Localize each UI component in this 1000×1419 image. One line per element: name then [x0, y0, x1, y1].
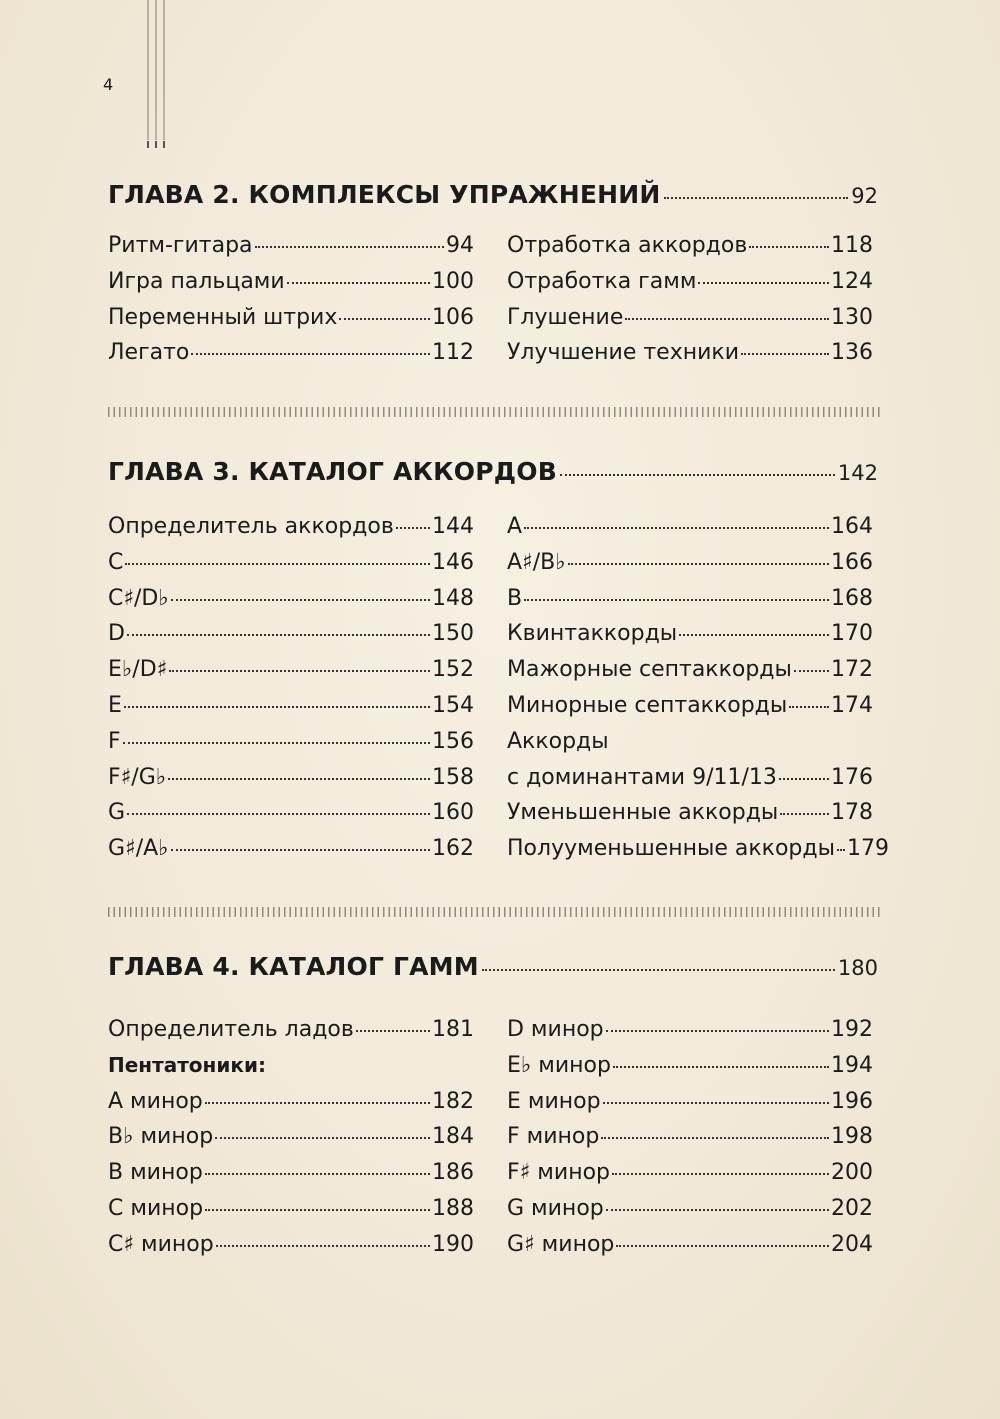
dot-leader: [127, 813, 430, 815]
toc-entry-label: Определитель аккордов: [108, 514, 394, 539]
toc-entry[interactable]: [507, 1160, 873, 1196]
toc-entry-label: F минор: [507, 1124, 600, 1150]
dot-leader: [339, 318, 430, 320]
toc-entry-page: 186: [432, 1160, 474, 1186]
toc-entry-label: B минор: [108, 1160, 203, 1186]
toc-entry[interactable]: [108, 550, 474, 586]
toc-entry-page: 194: [831, 1052, 873, 1078]
toc-entry-page: 178: [831, 800, 873, 826]
toc-entry[interactable]: [507, 1232, 873, 1268]
toc-column-left: [108, 1017, 474, 1268]
toc-entry-label: Переменный штрих: [108, 304, 338, 330]
toc-entry[interactable]: [507, 800, 873, 836]
toc-entry-label: C♯/D♭: [108, 585, 169, 611]
dot-leader: [205, 1209, 430, 1211]
toc-entry-label: D: [108, 621, 125, 647]
toc-entry-label: C: [108, 549, 124, 575]
dot-leader: [124, 706, 430, 708]
dot-leader: [171, 849, 430, 851]
dot-leader: [191, 353, 430, 355]
dot-leader: [741, 353, 829, 355]
toc-column-left: [108, 233, 474, 376]
toc-entry-page: 124: [831, 268, 873, 294]
toc-entry-label: Пентатоники:: [108, 1052, 266, 1077]
toc-entry-page: 160: [432, 800, 474, 826]
toc-entry-label: Ритм-гитара: [108, 233, 253, 258]
toc-entry-label: A минор: [108, 1088, 203, 1114]
toc-entry[interactable]: [108, 800, 474, 836]
toc-entry-label: Улучшение техники: [507, 340, 739, 366]
dot-leader: [568, 563, 829, 565]
toc-entry[interactable]: [507, 1017, 873, 1053]
toc-entry-page: 100: [432, 268, 474, 294]
dot-leader: [287, 282, 430, 284]
toc-entry-page: 179: [846, 836, 889, 862]
toc-entry-label: Аккорды: [507, 728, 609, 754]
toc-entry-page: 204: [831, 1231, 873, 1257]
toc-entry[interactable]: [507, 657, 873, 693]
toc-entry-page: 202: [831, 1195, 873, 1221]
toc-entry[interactable]: [507, 233, 873, 269]
toc-entry-label: G минор: [507, 1195, 604, 1221]
dot-leader: [780, 813, 829, 815]
toc-entry[interactable]: [108, 765, 474, 801]
toc-entry[interactable]: [108, 514, 474, 550]
toc-entry-label: F: [108, 728, 121, 754]
toc-entry[interactable]: [108, 305, 474, 341]
guitar-strings-decoration: [145, 0, 169, 150]
dot-leader: [664, 197, 849, 199]
toc-entry-page: 166: [831, 549, 873, 575]
toc-entry-page: 190: [432, 1231, 474, 1257]
dot-leader: [255, 246, 444, 248]
toc-entry[interactable]: [507, 514, 873, 550]
toc-entry-page: 181: [432, 1017, 474, 1042]
toc-entry[interactable]: [108, 1160, 474, 1196]
dot-leader: [482, 969, 835, 971]
dot-leader: [613, 1066, 829, 1068]
toc-entry-label: E♭ минор: [507, 1052, 611, 1078]
toc-entry-page: 112: [432, 340, 474, 366]
toc-entry-page: 192: [831, 1017, 873, 1042]
toc-entry-page: 172: [831, 657, 873, 683]
toc-entry[interactable]: [507, 621, 873, 657]
toc-entry[interactable]: [108, 1124, 474, 1160]
toc-entry-label: с доминантами 9/11/13: [507, 764, 777, 790]
toc-entry[interactable]: [507, 1124, 873, 1160]
toc-entry[interactable]: [507, 550, 873, 586]
toc-entry-label: G♯/A♭: [108, 836, 169, 862]
toc-entry[interactable]: [507, 586, 873, 622]
toc-entry-label: Глушение: [507, 304, 624, 330]
dot-leader: [837, 849, 845, 851]
toc-entry-label: A♯/B♭: [507, 549, 566, 575]
chapter-heading[interactable]: [108, 952, 878, 981]
toc-entry-page: 188: [432, 1195, 474, 1221]
dot-leader: [205, 1173, 430, 1175]
toc-entry-label: E минор: [507, 1088, 601, 1114]
toc-entry-page: 150: [432, 621, 474, 647]
toc-entry[interactable]: [108, 1196, 474, 1232]
toc-entry-page: 182: [432, 1088, 474, 1114]
chapter-heading[interactable]: [108, 457, 878, 486]
dot-leader: [603, 1102, 829, 1104]
dot-leader: [679, 634, 829, 636]
dot-leader: [789, 706, 829, 708]
toc-entry-page: 136: [831, 340, 873, 366]
toc-entry-label: B♭ минор: [108, 1124, 214, 1150]
toc-entry-label: B: [507, 585, 523, 611]
toc-entry[interactable]: [108, 621, 474, 657]
toc-entry-label: E♭/D♯: [108, 657, 168, 683]
toc-entry-page: 118: [831, 233, 873, 258]
dot-leader: [215, 1137, 430, 1139]
dot-leader: [794, 670, 829, 672]
toc-entry-label: A: [507, 514, 523, 539]
toc-entry[interactable]: [108, 729, 474, 765]
toc-entry[interactable]: [108, 340, 474, 376]
dot-leader: [205, 1102, 430, 1104]
toc-entry[interactable]: [507, 765, 873, 801]
dot-leader: [601, 1137, 829, 1139]
toc-column-right: [507, 1017, 873, 1268]
toc-entry[interactable]: [507, 1196, 873, 1232]
toc-entry-label: Полууменьшенные аккорды: [507, 836, 835, 862]
toc-entry[interactable]: [507, 305, 873, 341]
toc-entry-page: 174: [831, 692, 873, 718]
toc-entry[interactable]: [108, 269, 474, 305]
toc-entry-page: 200: [831, 1160, 873, 1186]
toc-entry: [507, 729, 873, 765]
dot-leader: [168, 778, 430, 780]
toc-entry-label: G♯ минор: [507, 1231, 615, 1257]
toc-entry-page: 152: [432, 657, 474, 683]
toc-entry-label: C минор: [108, 1195, 204, 1221]
toc-entry-label: D минор: [507, 1017, 604, 1042]
toc-entry-page: 184: [432, 1124, 474, 1150]
toc-entry[interactable]: [507, 693, 873, 729]
dot-leader: [524, 527, 829, 529]
toc-entry[interactable]: [108, 1089, 474, 1125]
toc-column-right: [507, 514, 889, 872]
dot-leader: [125, 563, 430, 565]
toc-entry-page: 154: [432, 692, 474, 718]
toc-entry-page: 164: [831, 514, 873, 539]
toc-entry-label: Отработка аккордов: [507, 233, 748, 258]
toc-entry[interactable]: [108, 1232, 474, 1268]
toc-entry-page: 156: [432, 728, 474, 754]
chapter-title: ГЛАВА 2. КОМПЛЕКСЫ УПРАЖНЕНИЙ: [108, 180, 661, 209]
dot-leader: [612, 1173, 829, 1175]
dot-leader: [356, 1030, 430, 1032]
dot-leader: [698, 282, 829, 284]
toc-entry-page: 168: [831, 585, 873, 611]
toc-entry[interactable]: [108, 657, 474, 693]
toc-entry-label: E: [108, 692, 122, 718]
chapter-title: ГЛАВА 3. КАТАЛОГ АККОРДОВ: [108, 457, 557, 486]
chapter-heading[interactable]: [108, 180, 878, 209]
toc-entry[interactable]: [108, 1017, 474, 1053]
page-number: 4: [103, 75, 114, 94]
toc-subheading: [108, 1053, 474, 1089]
toc-entry[interactable]: [108, 233, 474, 269]
dot-leader: [560, 474, 835, 476]
dot-leader: [169, 670, 430, 672]
dot-leader: [123, 742, 430, 744]
toc-entry-label: Уменьшенные аккорды: [507, 800, 779, 826]
toc-entry[interactable]: [108, 693, 474, 729]
dot-leader: [127, 634, 430, 636]
toc-entry-page: 176: [831, 764, 873, 790]
dot-leader: [396, 527, 430, 529]
toc-column-right: [507, 233, 873, 376]
chapter-page-number: 142: [837, 461, 878, 485]
toc-entry[interactable]: [108, 586, 474, 622]
toc-entry-label: Минорные септаккорды: [507, 692, 788, 718]
toc-entry-page: 144: [432, 514, 474, 539]
toc-entry-label: F♯ минор: [507, 1160, 610, 1186]
toc-entry-label: Легато: [108, 340, 190, 366]
dot-leader: [606, 1030, 829, 1032]
toc-entry-page: 146: [432, 549, 474, 575]
dot-leader: [749, 246, 829, 248]
toc-entry-page: 196: [831, 1088, 873, 1114]
toc-entry[interactable]: [507, 340, 873, 376]
toc-entry-page: 158: [432, 764, 474, 790]
section-separator: [108, 907, 880, 917]
dot-leader: [779, 778, 829, 780]
dot-leader: [616, 1245, 829, 1247]
dot-leader: [171, 599, 430, 601]
toc-entry-page: 130: [831, 304, 873, 330]
dot-leader: [606, 1209, 829, 1211]
toc-entry-label: Отработка гамм: [507, 268, 697, 294]
dot-leader: [524, 599, 829, 601]
toc-entry-label: Квинтаккорды: [507, 621, 678, 647]
dot-leader: [625, 318, 829, 320]
dot-leader: [216, 1245, 430, 1247]
toc-entry-label: Игра пальцами: [108, 268, 285, 294]
toc-entry[interactable]: [108, 836, 474, 872]
toc-entry-page: 170: [831, 621, 873, 647]
toc-entry[interactable]: [507, 836, 889, 872]
toc-entry-page: 94: [446, 233, 474, 258]
toc-entry-label: C♯ минор: [108, 1231, 214, 1257]
toc-entry-page: 148: [432, 585, 474, 611]
chapter-title: ГЛАВА 4. КАТАЛОГ ГАММ: [108, 952, 479, 981]
chapter-page-number: 180: [837, 956, 878, 980]
toc-entry[interactable]: [507, 1089, 873, 1125]
toc-entry[interactable]: [507, 1053, 873, 1089]
section-separator: [108, 407, 880, 417]
toc-entry-page: 106: [432, 304, 474, 330]
toc-entry-page: 162: [432, 836, 474, 862]
toc-entry-page: 198: [831, 1124, 873, 1150]
toc-entry-label: F♯/G♭: [108, 764, 167, 790]
toc-entry-label: Мажорные септаккорды: [507, 657, 792, 683]
chapter-page-number: 92: [851, 184, 878, 208]
toc-entry[interactable]: [507, 269, 873, 305]
toc-entry-label: G: [108, 800, 126, 826]
toc-entry-label: Определитель ладов: [108, 1017, 354, 1042]
toc-column-left: [108, 514, 474, 872]
